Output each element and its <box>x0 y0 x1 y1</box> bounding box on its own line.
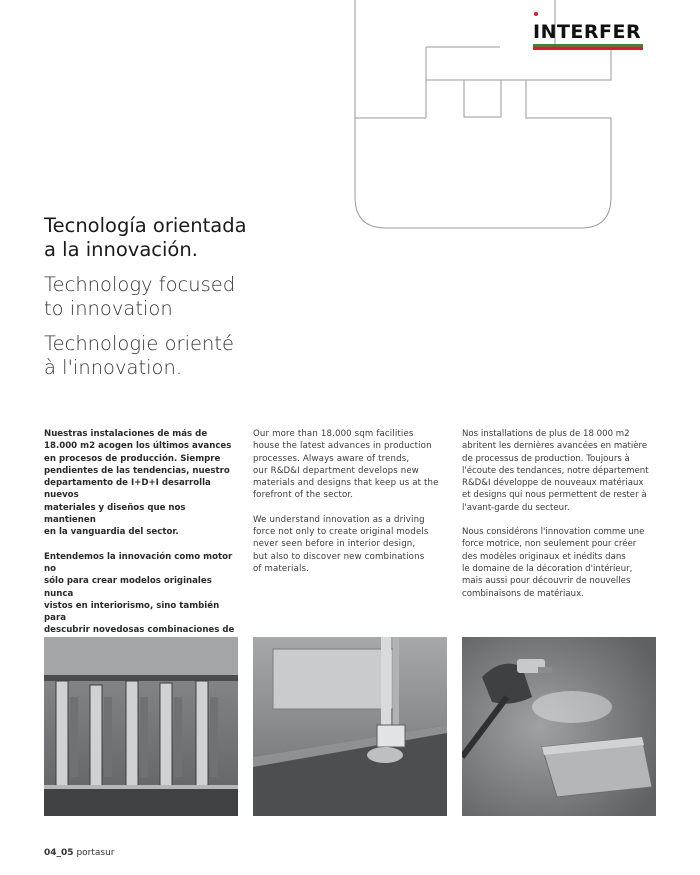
logo-red-stripe <box>533 47 643 50</box>
title-french: Technologie orienté à l'innovation. <box>44 332 234 379</box>
factory-machinery-photo <box>44 637 238 816</box>
paragraph: Nos installations de plus de 18 000 m2 abritent les dernières avancées en matière de processus de production. Toujours à l'écoute des tendances, notre département R&D&I développe de nouveaux matériaux et designs qui nous permettent de rester à l'avant-garde du secteur. <box>462 429 649 513</box>
footer-brand: portasur <box>76 848 115 858</box>
page-footer <box>44 848 115 858</box>
paragraph: Nuestras instalaciones de más de 18.000 m2 acogen los últimos avances en procesos de producción. Siempre pendientes de las tendencias, nuestro departamento de I+D+I desarrolla nuevos materiales y diseños que nos mantienen en la vanguardia del sector. <box>44 429 232 538</box>
page-numbers: 04_05 <box>44 848 74 858</box>
paragraph: Entendemos la innovación como motor no sólo para crear modelos originales nunca vistos en interiorismo, sino también para descubrir novedosas combinaciones de <box>44 551 235 636</box>
cnc-cutting-photo <box>253 637 447 816</box>
interfer-logo <box>533 12 643 44</box>
body-column-french <box>462 428 658 600</box>
body-column-spanish <box>44 428 240 649</box>
logo-dot <box>534 12 538 16</box>
body-column-english <box>253 428 449 575</box>
title-spanish: Tecnología orientada a la innovación. <box>44 214 247 261</box>
title-block <box>44 214 344 380</box>
paragraph: Our more than 18.000 sqm facilities house the latest advances in production processes. Always aware of trends, our R&D&I department develops new materials and designs that keep us at the forefront of the sector. <box>253 429 439 501</box>
paragraph: Nous considérons l'innovation comme une force motrice, non seulement pour créer des modèles originaux et inédits dans le domaine de la décoration d'intérieur, mais aussi pour découvrir de nouvelles combinaisons de matériaux. <box>462 527 645 599</box>
spray-painting-photo <box>462 637 656 816</box>
title-english: Technology focused to innovation <box>44 273 236 320</box>
logo-wordmark: INTERFER <box>533 21 642 43</box>
paragraph: We understand innovation as a driving force not only to create original models never seen before in interior design, but also to discover new combinations of materials. <box>253 514 429 574</box>
